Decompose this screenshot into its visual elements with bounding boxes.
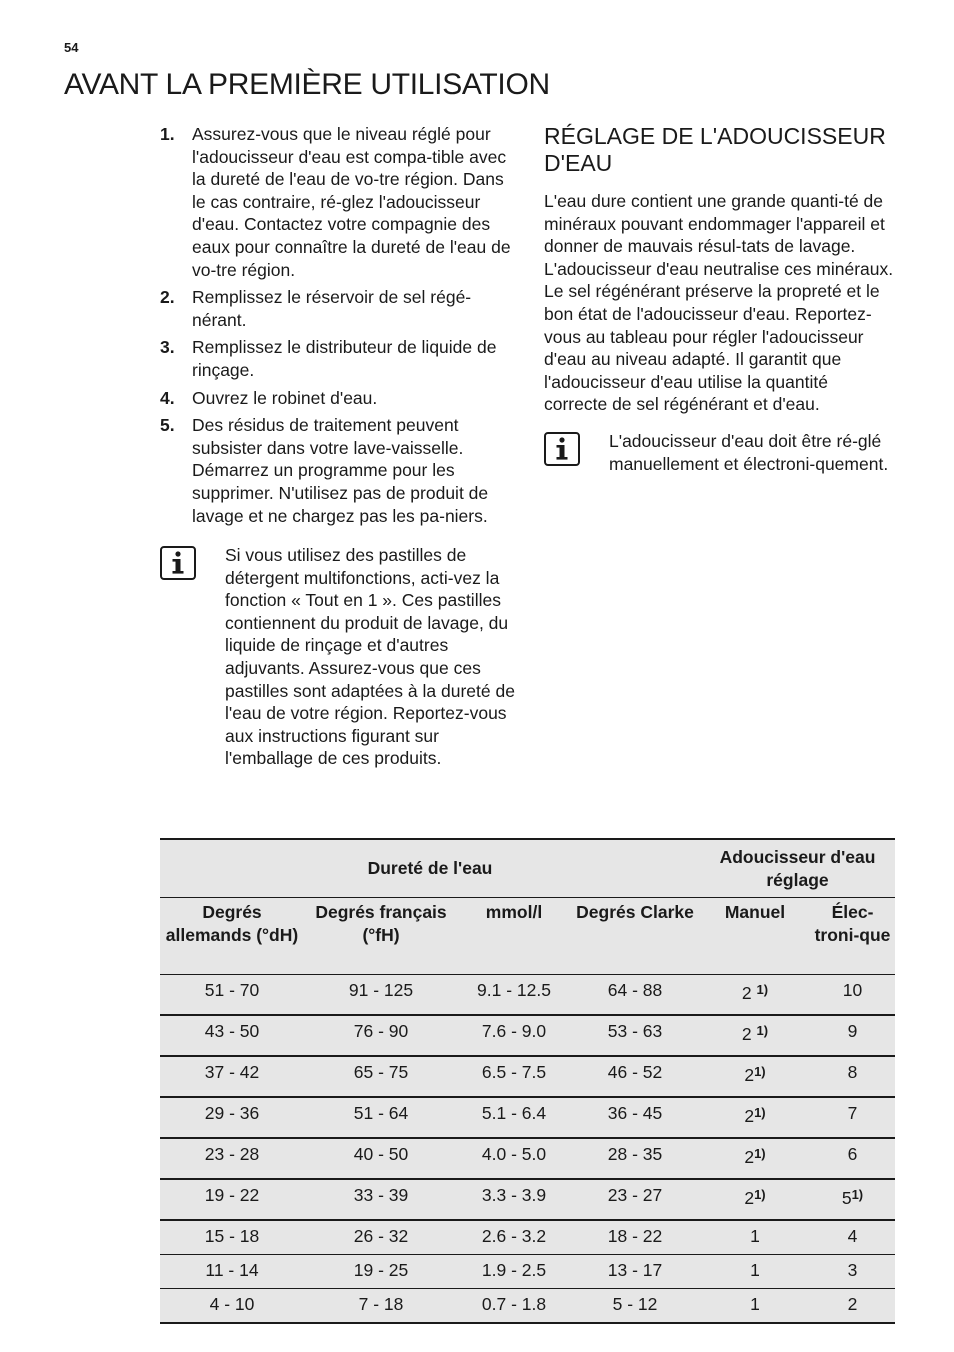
water-hardness-table [160, 838, 895, 1324]
column-header-clarke: Degrés Clarke [570, 898, 700, 975]
footnote-mark: 1) [754, 1146, 766, 1161]
step-text: Des résidus de traitement peuvent subsister dans votre lave-vaisselle. Démarrez un programme pour les supprimer. N'utilisez pas de produit de lavage et ne chargez pas les pa-niers. [192, 415, 489, 526]
cell-mmol: 6.5 - 7.5 [458, 1056, 570, 1097]
column-header-electronic: Élec-troni-que [810, 898, 895, 975]
paragraph: Le sel régénérant préserve la propreté et le bon état de l'adoucisseur d'eau. Reportez-vous au tableau pour régler l'adoucisseur d'eau au niveau adapté. Il garantit que l'adoucisseur d'eau utilise la quantité correcte de sel régénérant et d'eau. [544, 281, 880, 415]
footnote-mark: 1) [756, 1023, 769, 1038]
cell-clarke: 46 - 52 [570, 1056, 700, 1097]
cell-electronic: 10 [810, 975, 895, 1016]
section-title: RÉGLAGE DE L'ADOUCISSEUR D'EAU [544, 123, 886, 176]
cell-manual: 2 $^{1)}$ [700, 975, 810, 1016]
cell-electronic: 5$^{1)}$ [810, 1179, 895, 1220]
cell-mmol: 4.0 - 5.0 [458, 1138, 570, 1179]
step-text: Assurez-vous que le niveau réglé pour l'adoucisseur d'eau est compa-tible avec la dureté de l'eau de vo-tre région. Dans le cas contraire, ré-glez l'adoucisseur d'eau. Contactez votre compagnie des eaux pour connaître la dureté de l'eau de vo-tre région. [192, 124, 511, 280]
cell-manual: 1 [700, 1220, 810, 1255]
table-row [160, 1056, 895, 1097]
table-column-header-row [160, 898, 895, 975]
paragraph: L'eau dure contient une grande quanti-té de minéraux pouvant endommager l'appareil et donner de mauvais résul-tats de lavage. L'adoucisseur d'eau neutralise ces minéraux. [544, 191, 894, 279]
cell-electronic: 7 [810, 1097, 895, 1138]
column-header-mmol: mmol/l [458, 898, 570, 975]
cell-fh: 40 - 50 [304, 1138, 458, 1179]
table-row [160, 1289, 895, 1324]
cell-manual: 2$^{1)}$ [700, 1056, 810, 1097]
step-text: Ouvrez le robinet d'eau. [192, 387, 378, 408]
footnote-mark: 1) [754, 1105, 766, 1120]
cell-clarke: 36 - 45 [570, 1097, 700, 1138]
cell-clarke: 64 - 88 [570, 975, 700, 1016]
info-text: L'adoucisseur d'eau doit être ré-glé manuellement et électroni-quement. [609, 430, 889, 474]
table-row [160, 1097, 895, 1138]
cell-dh: 19 - 22 [160, 1179, 304, 1220]
cell-mmol: 2.6 - 3.2 [458, 1220, 570, 1255]
table-row [160, 975, 895, 1016]
list-item [160, 387, 520, 410]
right-column [544, 123, 896, 475]
step-text: Remplissez le distributeur de liquide de rinçage. [192, 337, 497, 380]
cell-dh: 51 - 70 [160, 975, 304, 1016]
hardness-group-header: Dureté de l'eau [160, 839, 700, 898]
list-item [160, 336, 520, 381]
cell-manual: 1 [700, 1289, 810, 1324]
step-number: 4. [160, 387, 175, 408]
cell-dh: 37 - 42 [160, 1056, 304, 1097]
table-row [160, 1179, 895, 1220]
cell-clarke: 18 - 22 [570, 1220, 700, 1255]
info-icon [544, 432, 580, 466]
cell-clarke: 13 - 17 [570, 1255, 700, 1289]
cell-mmol: 5.1 - 6.4 [458, 1097, 570, 1138]
tip-note [160, 544, 520, 770]
column-header-manual: Manuel [700, 898, 810, 975]
page-title: AVANT LA PREMIÈRE UTILISATION [64, 68, 550, 101]
list-item [160, 286, 520, 331]
step-number: 2. [160, 287, 175, 308]
steps-list [160, 123, 520, 527]
info-note [544, 430, 896, 475]
cell-clarke: 5 - 12 [570, 1289, 700, 1324]
cell-dh: 4 - 10 [160, 1289, 304, 1324]
cell-manual: 2 $^{1)}$ [700, 1015, 810, 1056]
info-icon [160, 546, 196, 580]
column-header-dh: Degrés allemands (°dH) [160, 898, 304, 975]
cell-dh: 11 - 14 [160, 1255, 304, 1289]
page-number: 54 [64, 40, 79, 55]
cell-electronic: 6 [810, 1138, 895, 1179]
cell-fh: 33 - 39 [304, 1179, 458, 1220]
cell-manual: 2$^{1)}$ [700, 1138, 810, 1179]
footnote-mark: 1) [851, 1187, 864, 1202]
cell-fh: 19 - 25 [304, 1255, 458, 1289]
cell-electronic: 2 [810, 1289, 895, 1324]
table-row [160, 1138, 895, 1179]
cell-manual: 2$^{1)}$ [700, 1179, 810, 1220]
cell-dh: 23 - 28 [160, 1138, 304, 1179]
cell-fh: 65 - 75 [304, 1056, 458, 1097]
cell-electronic: 8 [810, 1056, 895, 1097]
list-item [160, 123, 520, 281]
cell-dh: 43 - 50 [160, 1015, 304, 1056]
cell-mmol: 1.9 - 2.5 [458, 1255, 570, 1289]
cell-electronic: 3 [810, 1255, 895, 1289]
cell-dh: 29 - 36 [160, 1097, 304, 1138]
cell-clarke: 23 - 27 [570, 1179, 700, 1220]
cell-electronic: 4 [810, 1220, 895, 1255]
table-row [160, 1255, 895, 1289]
cell-fh: 91 - 125 [304, 975, 458, 1016]
cell-mmol: 3.3 - 3.9 [458, 1179, 570, 1220]
cell-fh: 7 - 18 [304, 1289, 458, 1324]
softener-group-header: Adoucisseur d'eau réglage [700, 839, 895, 898]
step-number: 3. [160, 337, 175, 358]
cell-fh: 26 - 32 [304, 1220, 458, 1255]
tip-text: Si vous utilisez des pastilles de détergent multifonctions, acti-vez la fonction « Tout en 1 ». Ces pastilles contiennent du produit de lavage, du liquide de rinçage et d'autres adjuvants. Assurez-vous que ces pastilles sont adaptées à la dureté de l'eau de votre région. Reportez-vous aux instructions figurant sur l'emballage de ces produits. [225, 545, 515, 769]
table-group-header-row [160, 839, 895, 898]
step-number: 5. [160, 415, 175, 436]
cell-manual: 1 [700, 1255, 810, 1289]
cell-manual: 2$^{1)}$ [700, 1097, 810, 1138]
footnote-mark: 1) [754, 1187, 766, 1202]
cell-mmol: 0.7 - 1.8 [458, 1289, 570, 1324]
footnote-mark: 1) [756, 982, 769, 997]
cell-dh: 15 - 18 [160, 1220, 304, 1255]
table-row [160, 1015, 895, 1056]
cell-electronic: 9 [810, 1015, 895, 1056]
cell-fh: 51 - 64 [304, 1097, 458, 1138]
footnote-mark: 1) [754, 1064, 766, 1079]
cell-mmol: 7.6 - 9.0 [458, 1015, 570, 1056]
left-column [160, 123, 520, 770]
cell-mmol: 9.1 - 12.5 [458, 975, 570, 1016]
cell-fh: 76 - 90 [304, 1015, 458, 1056]
cell-clarke: 53 - 63 [570, 1015, 700, 1056]
step-number: 1. [160, 124, 175, 144]
table-row [160, 1220, 895, 1255]
step-text: Remplissez le réservoir de sel régé-nérant. [192, 287, 472, 330]
list-item [160, 414, 520, 527]
column-header-fh: Degrés français (°fH) [304, 898, 458, 975]
cell-clarke: 28 - 35 [570, 1138, 700, 1179]
